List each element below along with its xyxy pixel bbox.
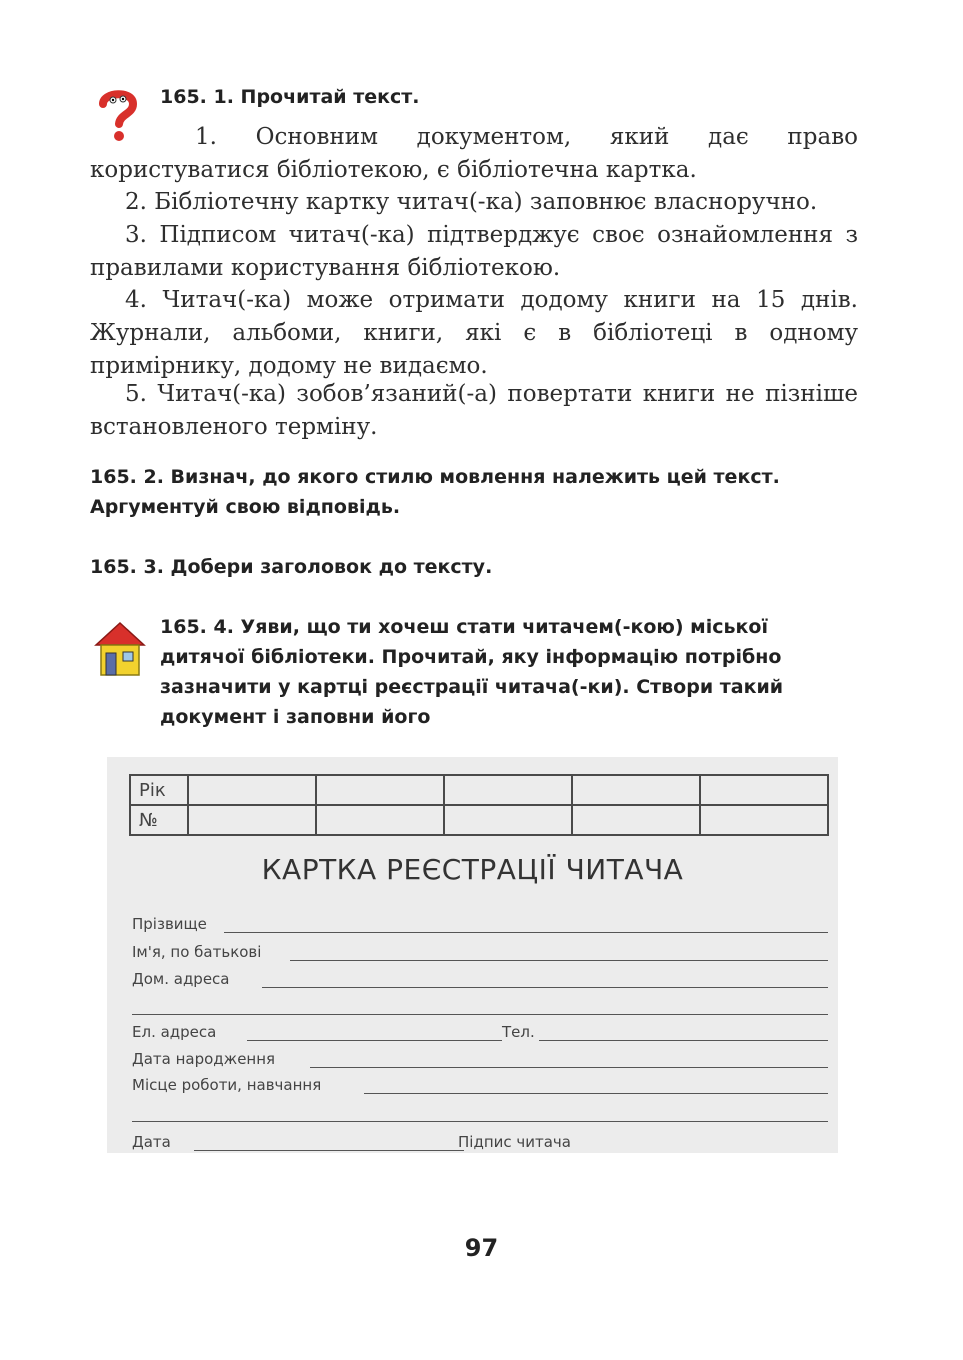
field-date-signature xyxy=(132,1127,828,1153)
grid-cell xyxy=(316,775,444,805)
field-date-label: Дата xyxy=(132,1133,171,1151)
field-workplace-label: Місце роботи, навчання xyxy=(132,1076,322,1094)
task-1-heading: 165. 1. Прочитай текст. xyxy=(160,86,420,108)
field-line xyxy=(224,932,828,933)
grid-cell xyxy=(188,805,316,835)
field-name-label: Ім'я, по батькові xyxy=(132,943,262,961)
field-line xyxy=(364,1093,828,1094)
field-surname-label: Прізвище xyxy=(132,915,207,933)
card-title: КАРТКА РЕЄСТРАЦІЇ ЧИТАЧА xyxy=(261,853,684,886)
field-signature-label: Підпис читача xyxy=(458,1133,571,1151)
field-address xyxy=(132,964,828,990)
field-phone-label: Тел. xyxy=(502,1023,539,1041)
field-surname xyxy=(132,909,828,935)
grid-cell xyxy=(700,805,828,835)
field-address-label: Дом. адреса xyxy=(132,970,230,988)
grid-label-year: Рік xyxy=(130,775,188,805)
grid-cell xyxy=(572,775,700,805)
task-4-heading: 165. 4. Уяви, що ти хочеш стати читачем(-кою) міської дитячої бібліотеки. Прочитай, яку інформацію потрібно зазначити у картці реєстрації читача(-ки). Створи такий документ і заповни його xyxy=(160,616,784,728)
paragraph-4: 4. Читач(-ка) може отримати додому книги на 15 днів. Журнали, альбоми, книги, які є в бібліотеці в одному примірнику, додому не видаємо. xyxy=(90,287,858,379)
grid-cell xyxy=(316,805,444,835)
paragraph-1: 1. Основним документом, який дає право користуватися бібліотекою, є бібліотечна картка. xyxy=(90,124,858,183)
field-line xyxy=(290,960,828,961)
grid-cell xyxy=(700,775,828,805)
grid-label-number: № xyxy=(130,805,188,835)
paragraph-2: 2. Бібліотечну картку читач(-ка) заповнює власноручно. xyxy=(125,189,818,215)
blank-line xyxy=(132,1121,828,1122)
field-line xyxy=(262,987,828,988)
page-number: 97 xyxy=(464,1234,499,1262)
field-name xyxy=(132,937,828,963)
registration-card xyxy=(107,757,838,1153)
field-email-phone xyxy=(132,1017,828,1043)
field-email-label: Ел. адреса xyxy=(132,1023,217,1041)
field-birth-date xyxy=(132,1044,828,1070)
field-line xyxy=(194,1150,464,1151)
house-icon xyxy=(94,621,146,677)
task-2-heading: 165. 2. Визнач, до якого стилю мовлення належить цей текст. Аргументуй свою відповідь. xyxy=(90,466,780,518)
field-line xyxy=(310,1067,828,1068)
paragraph-3: 3. Підписом читач(-ка) підтверджує своє ознайомлення з правилами користування бібліотекою. xyxy=(90,222,858,281)
grid-cell xyxy=(572,805,700,835)
grid-cell xyxy=(444,805,572,835)
blank-line xyxy=(132,1014,828,1015)
field-birth-date-label: Дата народження xyxy=(132,1050,276,1068)
grid-cell xyxy=(188,775,316,805)
grid-cell xyxy=(444,775,572,805)
task-3-heading: 165. 3. Добери заголовок до тексту. xyxy=(90,556,493,578)
card-year-number-grid xyxy=(129,774,829,836)
field-workplace xyxy=(132,1070,828,1096)
paragraph-5: 5. Читач(-ка) зобов’язаний(-а) повертати книги не пізніше встановленого терміну. xyxy=(90,381,858,440)
